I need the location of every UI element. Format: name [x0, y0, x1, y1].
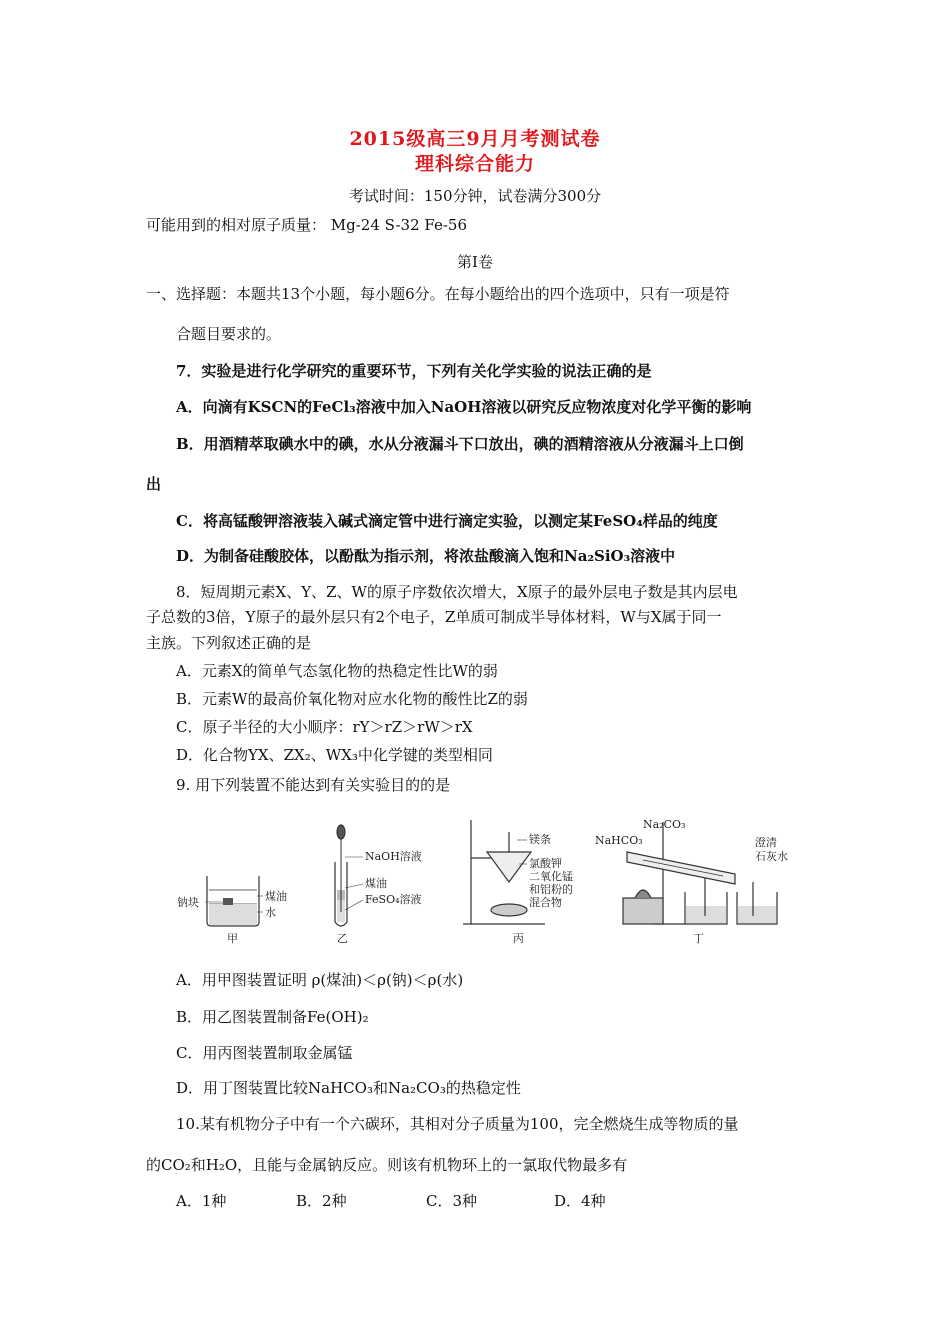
- section-intro: 一、选择题：本题共13个小题，每小题6分。在每小题给出的四个选项中，只有一项是符: [146, 285, 730, 303]
- q8-stem: 8．短周期元素X、Y、Z、W的原子序数依次增大，X原子的最外层电子数是其内层电: [176, 583, 738, 601]
- fig-name-bing: 丙: [513, 932, 524, 945]
- q10-option-c: C．3种: [426, 1192, 478, 1210]
- q7-option-d: D．为制备硅酸胶体，以酚酞为指示剂，将浓盐酸滴入饱和Na₂SiO₃溶液中: [176, 547, 676, 565]
- q10-option-b: B．2种: [296, 1192, 347, 1210]
- exam-info: 考试时间：150分钟，试卷满分300分: [348, 187, 602, 205]
- q9-apparatus-figures: [165, 812, 805, 947]
- fig-jia-label-kerosene: 煤油: [265, 890, 287, 903]
- fig-name-yi: 乙: [337, 932, 348, 945]
- q8-stem-cont: 子总数的3倍，Y原子的最外层只有2个电子，Z单质可制成半导体材料，W与X属于同一: [146, 608, 722, 626]
- fig-bing-label-mg: 镁条: [529, 833, 551, 846]
- q7-option-c: C．将高锰酸钾溶液装入碱式滴定管中进行滴定实验，以测定某FeSO₄样品的纯度: [176, 512, 718, 530]
- q10-stem-cont: 的CO₂和H₂O，且能与金属钠反应。则该有机物环上的一氯取代物最多有: [146, 1156, 628, 1174]
- exam-title: 2015级高三9月月考测试卷: [349, 128, 601, 150]
- fig-bing-label-al: 和铝粉的: [529, 883, 573, 896]
- q8-option-c: C．原子半径的大小顺序：rY＞rZ＞rW＞rX: [176, 718, 473, 736]
- q8-option-b: B．元素W的最高价氧化物对应水化物的酸性比Z的弱: [176, 690, 528, 708]
- fig-yi-label-naoh: NaOH溶液: [365, 850, 422, 863]
- figure-jia: [205, 876, 263, 926]
- fig-yi-label-kerosene: 煤油: [365, 877, 387, 890]
- q7-option-a: A．向滴有KSCN的FeCl₃溶液中加入NaOH溶液以研究反应物浓度对化学平衡的影响: [176, 398, 752, 416]
- atomic-mass-note: 可能用到的相对原子质量： Mg-24 S-32 Fe-56: [146, 216, 468, 234]
- q7-option-b: B．用酒精萃取碘水中的碘，水从分液漏斗下口放出，碘的酒精溶液从分液漏斗上口倒: [176, 435, 744, 453]
- q10-option-a: A．1种: [176, 1192, 227, 1210]
- q9-stem: 9. 用下列装置不能达到有关实验目的的是: [176, 776, 451, 794]
- section-intro-cont: 合题目要求的。: [176, 325, 282, 343]
- q7-option-b-cont: 出: [146, 475, 162, 493]
- volume-heading: 第Ⅰ卷: [457, 253, 493, 271]
- fig-bing-label-mixture: 混合物: [529, 896, 562, 909]
- fig-jia-label-water: 水: [265, 906, 276, 919]
- q9-option-d: D．用丁图装置比较NaHCO₃和Na₂CO₃的热稳定性: [176, 1079, 521, 1097]
- figure-ding: [623, 822, 777, 924]
- q9-option-c: C．用丙图装置制取金属锰: [176, 1044, 353, 1062]
- q10-stem: 10.某有机物分子中有一个六碳环，其相对分子质量为100，完全燃烧生成等物质的量: [176, 1115, 739, 1133]
- fig-yi-label-feso4: FeSO₄溶液: [365, 893, 422, 906]
- fig-name-jia: 甲: [227, 932, 238, 945]
- q8-option-d: D．化合物YX、ZX₂、WX₃中化学键的类型相同: [176, 746, 493, 764]
- fig-jia-label-sodium: 钠块: [177, 896, 199, 909]
- fig-ding-label-na2co3: Na₂CO₃: [643, 818, 686, 831]
- fig-bing-label-kclo3: 氯酸钾: [529, 857, 562, 870]
- fig-ding-label-limewater: 石灰水: [755, 850, 788, 863]
- q10-option-d: D．4种: [554, 1192, 606, 1210]
- q7-stem: 7．实验是进行化学研究的重要环节，下列有关化学实验的说法正确的是: [176, 362, 652, 380]
- q8-stem-cont: 主族。下列叙述正确的是: [146, 634, 312, 652]
- fig-bing-label-mno2: 二氧化锰: [529, 870, 573, 883]
- q8-option-a: A．元素X的简单气态氢化物的热稳定性比W的弱: [176, 662, 498, 680]
- fig-ding-label-clear: 澄清: [755, 836, 777, 849]
- exam-subtitle: 理科综合能力: [414, 153, 535, 175]
- fig-ding-label-nahco3: NaHCO₃: [595, 834, 643, 847]
- q9-option-a: A．用甲图装置证明 ρ(煤油)＜ρ(钠)＜ρ(水): [176, 971, 464, 989]
- fig-name-ding: 丁: [693, 932, 704, 945]
- q9-option-b: B．用乙图装置制备Fe(OH)₂: [176, 1008, 369, 1026]
- figure-yi: [335, 825, 363, 926]
